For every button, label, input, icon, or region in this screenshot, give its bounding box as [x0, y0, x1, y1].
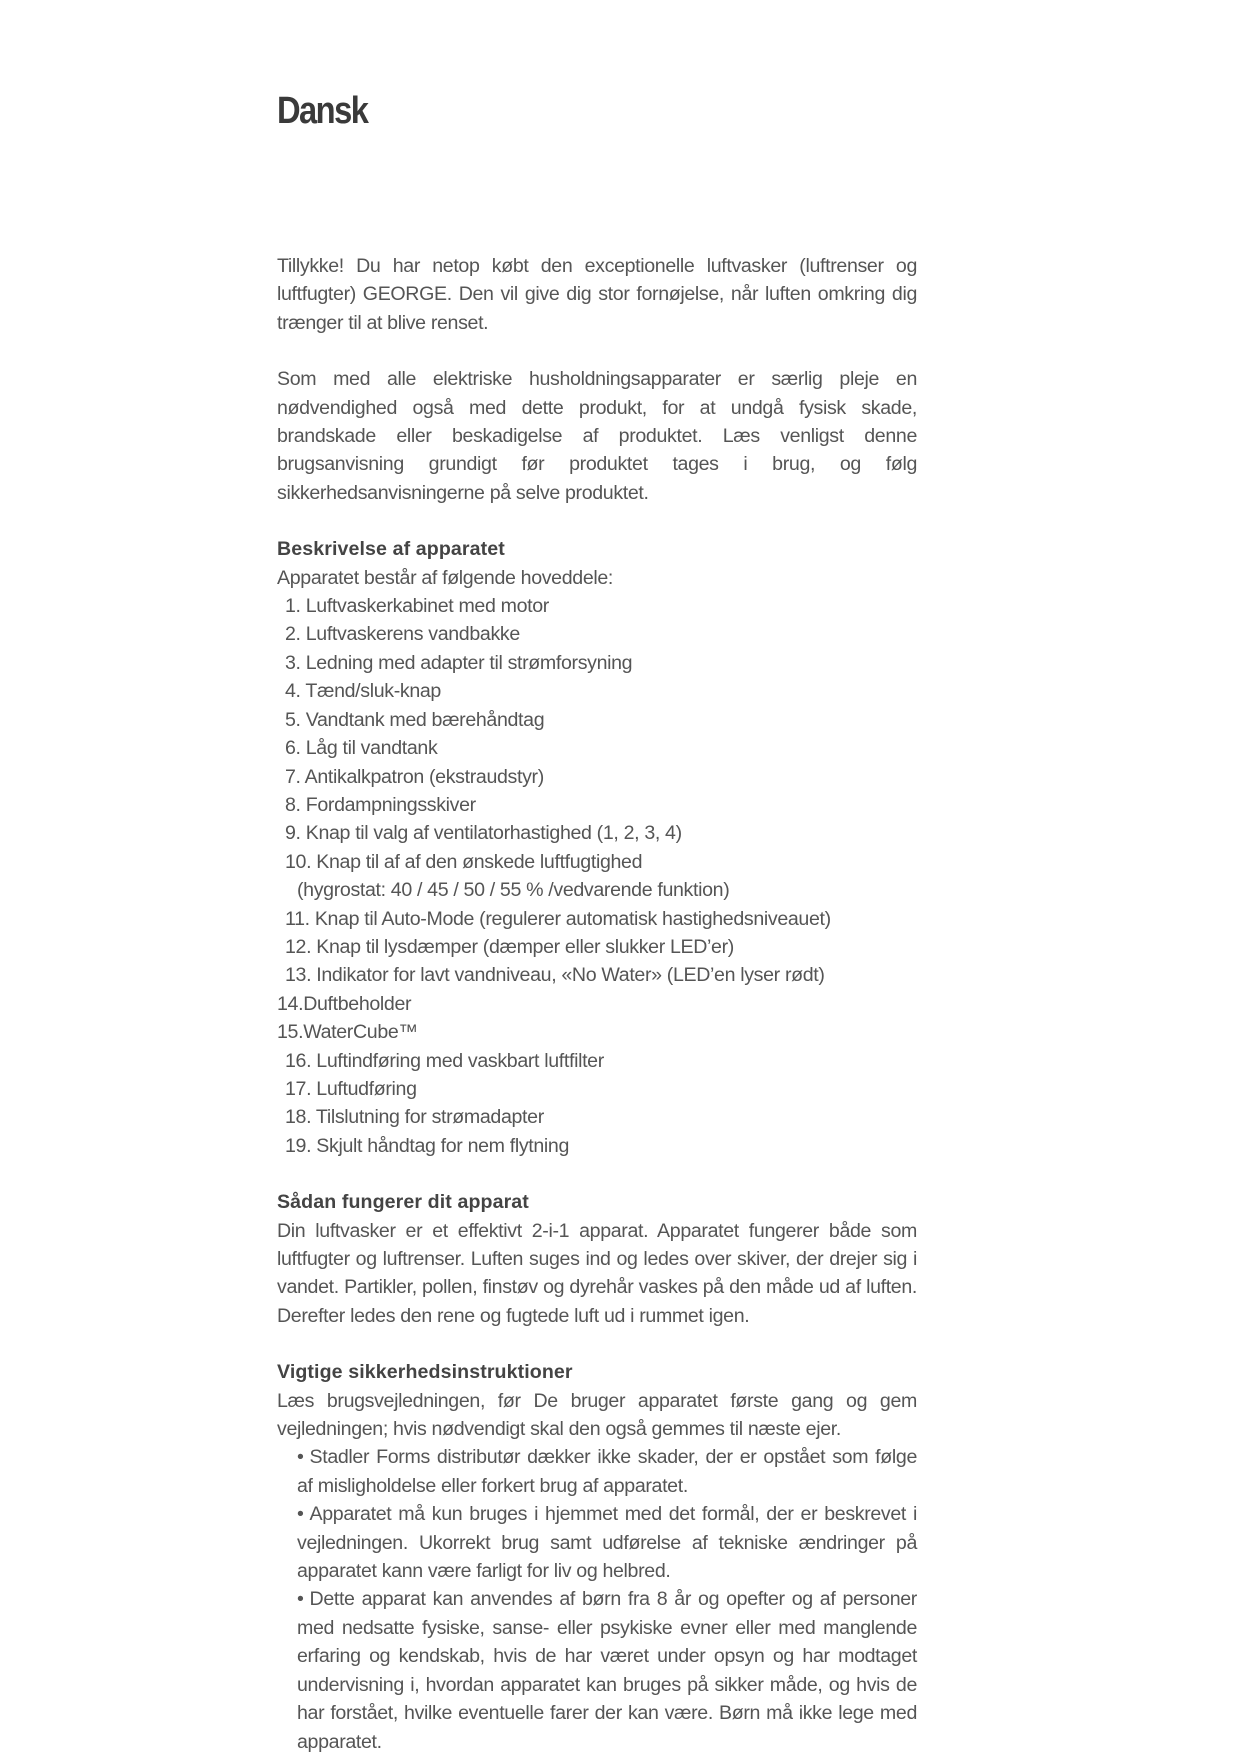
list-item: 11. Knap til Auto-Mode (regulerer automatisk hastighedsniveauet)	[285, 907, 831, 930]
bullet-icon: •	[297, 1588, 304, 1611]
safety-bullet-list	[277, 1443, 917, 1755]
bullet-icon: •	[297, 1503, 304, 1526]
safety-bullet	[297, 1585, 917, 1755]
bullet-icon: •	[297, 1446, 304, 1469]
safety-bullet	[297, 1500, 917, 1585]
parts-list	[277, 592, 917, 1160]
safety-heading: Vigtige sikkerhedsinstruktioner	[277, 1361, 573, 1384]
list-item: 8. Fordampningsskiver	[285, 793, 476, 816]
safety-bullet	[297, 1443, 917, 1500]
list-item: 13. Indikator for lavt vandniveau, «No Water» (LED’en lyser rødt)	[285, 964, 825, 987]
list-item: 7. Antikalkpatron (ekstraudstyr)	[285, 765, 544, 788]
list-item: 2. Luftvaskerens vandbakke	[285, 623, 520, 646]
safety-bullet-text: Apparatet må kun bruges i hjemmet med det formål, der er beskrevet i vejledningen. Ukorrekt brug samt udførelse af tekniske ændringer på apparatet kann være farligt for liv og helbred.	[297, 1503, 917, 1583]
description-lead: Apparatet består af følgende hoveddele:	[277, 566, 614, 589]
safety-lead: Læs brugsvejledningen, før De bruger apparatet første gang og gem vejledningen; hvis nødvendigt skal den også gemmes til næste ejer.	[277, 1389, 917, 1441]
list-item: 6. Låg til vandtank	[285, 737, 438, 760]
list-item: 9. Knap til valg af ventilatorhastighed (1, 2, 3, 4)	[285, 822, 682, 845]
safety-bullet-text: Stadler Forms distributør dækker ikke skader, der er opstået som følge af misligholdelse eller forkert brug af apparatet.	[297, 1446, 917, 1497]
page-content	[277, 82, 917, 1756]
list-item: 3. Ledning med adapter til strømforsyning	[285, 651, 633, 674]
list-item: 15.WaterCube™	[277, 1021, 418, 1044]
list-item-continuation: (hygrostat: 40 / 45 / 50 / 55 % /vedvarende funktion)	[297, 879, 730, 902]
list-item: 12. Knap til lysdæmper (dæmper eller slukker LED’er)	[285, 935, 734, 958]
how-it-works-heading: Sådan fungerer dit apparat	[277, 1191, 529, 1214]
list-item: 16. Luftindføring med vaskbart luftfilter	[285, 1049, 604, 1072]
safety-bullet-text: Dette apparat kan anvendes af børn fra 8 år og opefter og af personer med nedsatte fysiske, sanse- eller psykiske evner eller med manglende erfaring og kendskab, hvis de har været under opsyn og har modtaget undervisning i, hvordan apparatet kan bruges på sikker måde, og hvis de har forstået, hvilke eventuelle farer der kan være. Børn må ikke lege med apparatet.	[297, 1588, 917, 1753]
page-title: Dansk	[277, 90, 368, 132]
list-item: 4. Tænd/sluk-knap	[285, 680, 441, 703]
description-heading: Beskrivelse af apparatet	[277, 538, 505, 561]
list-item: 19. Skjult håndtag for nem flytning	[285, 1134, 570, 1157]
list-item: 17. Luftudføring	[285, 1077, 417, 1100]
intro-paragraph-2: Som med alle elektriske husholdningsapparater er særlig pleje en nødvendighed også med dette produkt, for at undgå fysisk skade, brandskade eller beskadigelse af produktet. Læs venligst denne brugsanvisning grundigt før produktet tages i brug, og følg sikkerhedsanvisningerne på selve produktet.	[277, 368, 917, 504]
list-item: 10. Knap til af af den ønskede luftfugtighed	[285, 850, 643, 873]
list-item: 18. Tilslutning for strømadapter	[285, 1106, 544, 1129]
list-item: 5. Vandtank med bærehåndtag	[285, 708, 545, 731]
list-item: 1. Luftvaskerkabinet med motor	[285, 595, 549, 618]
intro-paragraph-1: Tillykke! Du har netop købt den exceptionelle luftvasker (luftrenser og luftfugter) GEORGE. Den vil give dig stor fornøjelse, når luften omkring dig trænger til at blive renset.	[277, 255, 917, 334]
how-it-works-text: Din luftvasker er et effektivt 2-i-1 apparat. Apparatet fungerer både som luftfugter og luftrenser. Luften suges ind og ledes over skiver, der drejer sig i vandet. Partikler, pollen, finstøv og dyrehår vaskes på den måde ud af luften. Derefter ledes den rene og fugtede luft ud i rummet igen.	[277, 1219, 917, 1327]
list-item: 14.Duftbeholder	[277, 992, 412, 1015]
